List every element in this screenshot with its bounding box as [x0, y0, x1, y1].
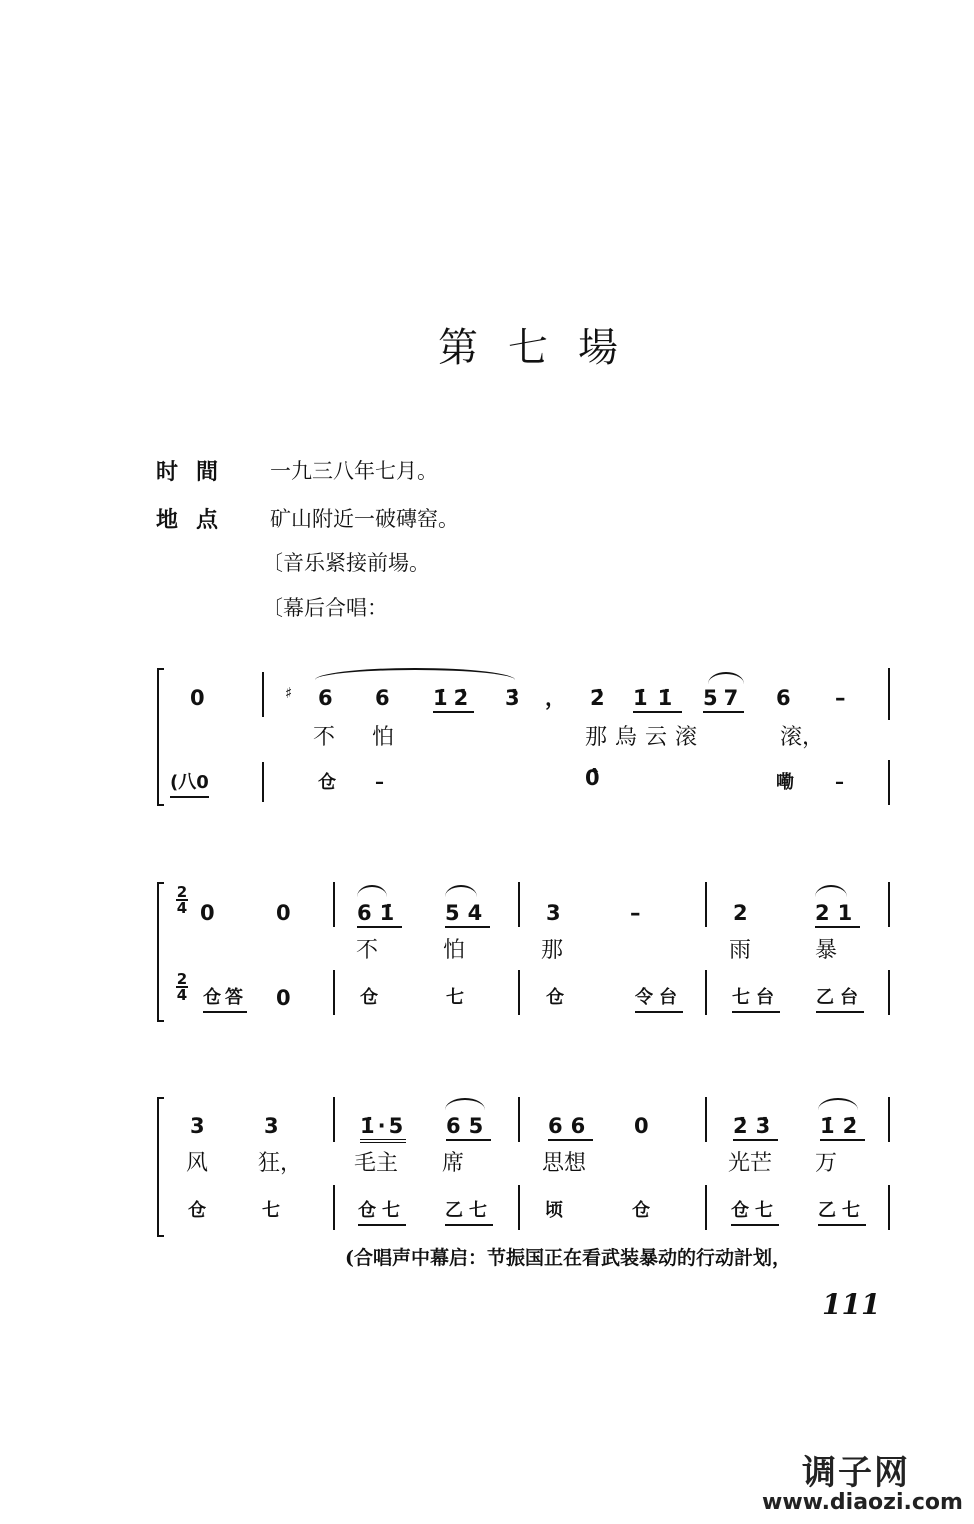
lyric: 不 — [356, 938, 379, 963]
barline — [705, 1185, 707, 1230]
sharp-sign: ♯ — [285, 684, 293, 702]
percussion: 仓 — [318, 772, 336, 793]
slur — [315, 668, 515, 680]
note-group: 61̇ — [357, 900, 402, 928]
slur — [357, 885, 387, 897]
barline — [333, 970, 335, 1015]
barline — [705, 882, 707, 927]
barline — [888, 760, 890, 805]
barline — [262, 762, 264, 802]
barline — [888, 1185, 890, 1230]
note: 0 — [276, 986, 291, 1010]
lyric: 暴 — [815, 938, 838, 963]
dash: – — [835, 686, 846, 710]
barline — [888, 668, 890, 720]
note-group: 1̇1̇ — [633, 685, 682, 713]
note-group: 21 — [815, 900, 860, 928]
note: 2̇ — [590, 686, 605, 710]
barline — [333, 882, 335, 927]
dash: – — [835, 772, 844, 793]
stage-direction: (合唱声中幕启：节振国正在看武装暴动的行动計划， — [345, 1247, 791, 1269]
time-sig-bottom: 4 — [176, 899, 188, 917]
note: 0 — [200, 901, 215, 925]
lyric: 风 — [186, 1151, 209, 1176]
lyric: 雨 — [729, 938, 752, 963]
percussion: 令台 — [635, 985, 683, 1013]
note: 2 — [733, 901, 748, 925]
note: 6 — [375, 686, 390, 710]
lyric: 万 — [815, 1151, 838, 1176]
note: 0 — [634, 1114, 649, 1138]
watermark-url: www.diaozi.com — [762, 1490, 963, 1515]
slur — [445, 885, 477, 897]
lyric: 滚 — [675, 725, 698, 750]
barline — [888, 970, 890, 1015]
place-text: 矿山附近一破磚窑。 — [270, 507, 459, 531]
barline — [705, 970, 707, 1015]
note: 3̇ — [505, 686, 520, 710]
direction-chorus: 〔幕后合唱： — [262, 596, 388, 620]
note: 3 — [264, 1114, 279, 1138]
barline — [888, 882, 890, 927]
time-label: 时間 — [156, 460, 237, 485]
place-label: 地点 — [156, 508, 237, 533]
note: 0 — [190, 686, 205, 710]
lyric: 那 — [585, 725, 608, 750]
time-signature — [176, 972, 188, 1002]
slur — [818, 1098, 858, 1110]
percussion: 七 — [446, 987, 464, 1008]
percussion: 乙七 — [445, 1198, 493, 1226]
lyric: 那 — [541, 938, 564, 963]
barline — [333, 1097, 335, 1142]
barline — [518, 970, 520, 1015]
percussion: 仓七 — [731, 1198, 779, 1226]
barline — [705, 1097, 707, 1142]
lyric: 烏 — [615, 725, 638, 750]
dash: – — [375, 772, 384, 793]
barline — [518, 1185, 520, 1230]
watermark-logo: 调子网 — [802, 1453, 910, 1493]
percussion: 仓 — [188, 1200, 206, 1221]
page-number: 111 — [822, 1288, 881, 1321]
system-bracket — [157, 882, 164, 1022]
time-sig-top: 2 — [176, 883, 188, 901]
lyric: 云 — [645, 725, 668, 750]
lyric: 狂， — [258, 1151, 303, 1176]
note: 6 — [776, 686, 791, 710]
lyric: 不 — [313, 725, 336, 750]
note-group: 1̇·5 — [360, 1113, 406, 1143]
barline — [262, 672, 264, 717]
percussion: 七 — [262, 1200, 280, 1221]
percussion: 仓 — [632, 1200, 650, 1221]
slur — [815, 885, 847, 897]
note: 0 — [276, 901, 291, 925]
slur — [445, 1098, 485, 1110]
barline — [888, 1097, 890, 1142]
note: 3 — [190, 1114, 205, 1138]
time-sig-bottom: 4 — [176, 986, 188, 1004]
time-signature — [176, 885, 188, 915]
percussion: 仓 — [546, 987, 564, 1008]
percussion: (八0 — [170, 770, 209, 798]
note-group: 1̇2̇ — [433, 685, 474, 713]
percussion: 乙七 — [818, 1198, 866, 1226]
barline — [518, 1097, 520, 1142]
percussion: 仓答 — [203, 985, 247, 1013]
percussion: 乙台 — [816, 985, 864, 1013]
percussion: 仓七 — [358, 1198, 406, 1226]
lyric: 思想 — [542, 1151, 587, 1176]
lyric: 滚， — [780, 725, 825, 750]
percussion: 仓 — [360, 987, 378, 1008]
lyric: 光芒 — [728, 1151, 773, 1176]
dot: ， — [545, 686, 566, 710]
fermata-rest: 0̂ — [585, 766, 600, 790]
lyric: 怕 — [443, 938, 466, 963]
note-group: 2̇3̇ — [733, 1113, 778, 1141]
note-group: 57 — [703, 685, 744, 713]
percussion: 嘞 — [776, 772, 794, 793]
lyric: 席 — [442, 1151, 465, 1176]
note: 6 — [318, 686, 333, 710]
system-bracket — [157, 668, 164, 806]
slur — [708, 672, 744, 684]
time-text: 一九三八年七月。 — [270, 459, 438, 483]
note-group: 66 — [548, 1113, 593, 1141]
direction-music: 〔音乐紧接前場。 — [262, 551, 430, 575]
percussion: 顷 — [545, 1200, 563, 1221]
note-group: 65 — [446, 1113, 491, 1141]
barline — [518, 882, 520, 927]
note-group: 1̇2̇ — [820, 1113, 865, 1141]
percussion: 七台 — [732, 985, 780, 1013]
lyric: 怕 — [372, 725, 395, 750]
lyric: 毛主 — [354, 1151, 399, 1176]
scene-title: 第七場 — [438, 325, 648, 371]
system-bracket — [157, 1097, 164, 1237]
dash: – — [630, 901, 641, 925]
time-sig-top: 2 — [176, 970, 188, 988]
note: 3 — [546, 901, 561, 925]
barline — [333, 1185, 335, 1230]
note-group: 54 — [445, 900, 490, 928]
